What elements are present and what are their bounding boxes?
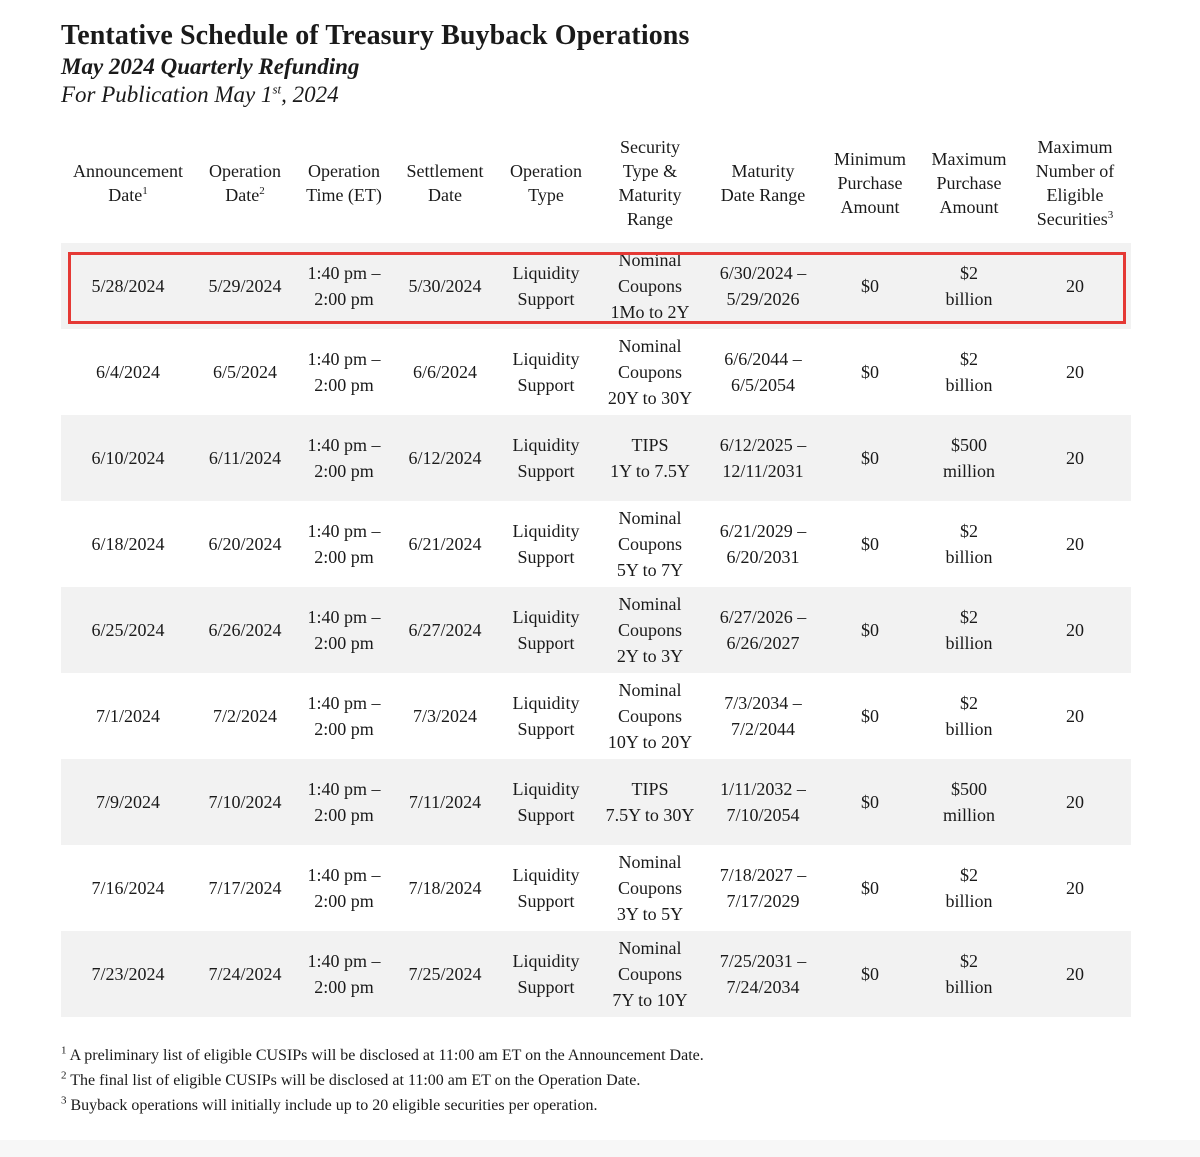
cell-operation-date: 6/5/2024	[212, 362, 277, 382]
cell-security-type: Nominal Coupons 3Y to 5Y	[616, 852, 684, 924]
cell-operation-time: 1:40 pm – 2:00 pm	[307, 779, 381, 825]
cell-operation-date: 7/2/2024	[212, 706, 277, 726]
cell-settlement-date: 7/11/2024	[408, 792, 482, 812]
cell-announcement-date: 6/10/2024	[91, 448, 165, 468]
header-settlement-date: Settlement Date	[406, 161, 484, 205]
cell-minimum-purchase: $0	[861, 448, 879, 468]
cell-operation-type: Liquidity Support	[512, 779, 580, 825]
table-row	[61, 587, 1131, 673]
cell-maximum-purchase: $2 billion	[945, 693, 993, 739]
publication-line	[61, 82, 339, 108]
cell-operation-time: 1:40 pm – 2:00 pm	[307, 435, 381, 481]
cell-operation-date: 7/17/2024	[208, 878, 282, 898]
table-row	[61, 931, 1131, 1017]
footnote-2: $^2$ The final list of eligible CUSIPs will be disclosed at 11:00 am ET on the Operation Date.	[61, 1069, 641, 1089]
cell-security-type: Nominal Coupons 10Y to 20Y	[607, 680, 693, 752]
cell-operation-time: 1:40 pm – 2:00 pm	[307, 693, 381, 739]
cell-operation-type: Liquidity Support	[512, 607, 580, 653]
cell-maximum-purchase: $2 billion	[945, 349, 993, 395]
cell-announcement-date: 6/25/2024	[91, 620, 165, 640]
cell-settlement-date: 6/6/2024	[412, 362, 477, 382]
header-announcement-date: Announcement Date$^1$	[73, 161, 183, 205]
header-maturity-date-range: Maturity Date Range	[720, 161, 806, 205]
publication-suffix: , 2024	[281, 82, 339, 107]
cell-operation-time: 1:40 pm – 2:00 pm	[307, 349, 381, 395]
cell-maximum-number-eligible: 20	[1066, 706, 1084, 726]
cell-operation-time: 1:40 pm – 2:00 pm	[307, 607, 381, 653]
cell-maximum-number-eligible: 20	[1066, 878, 1084, 898]
cell-minimum-purchase: $0	[861, 792, 879, 812]
cell-settlement-date: 5/30/2024	[408, 276, 482, 296]
table-body	[61, 243, 1131, 1017]
cell-operation-time: 1:40 pm – 2:00 pm	[307, 951, 381, 997]
cell-minimum-purchase: $0	[861, 276, 879, 296]
cell-operation-type: Liquidity Support	[512, 693, 580, 739]
cell-operation-type: Liquidity Support	[512, 435, 580, 481]
cell-maturity-date-range: 6/30/2024 – 5/29/2026	[719, 263, 807, 309]
cell-maturity-date-range: 7/18/2027 – 7/17/2029	[719, 865, 807, 911]
cell-settlement-date: 6/27/2024	[408, 620, 482, 640]
document-subtitle: May 2024 Quarterly Refunding	[61, 54, 360, 79]
cell-maximum-number-eligible: 20	[1066, 448, 1084, 468]
cell-operation-date: 6/20/2024	[208, 534, 282, 554]
cell-maximum-purchase: $500 million	[942, 779, 995, 825]
page-bottom-edge	[0, 1140, 1200, 1157]
table-row	[61, 415, 1131, 501]
cell-minimum-purchase: $0	[861, 878, 879, 898]
cell-minimum-purchase: $0	[861, 964, 879, 984]
cell-operation-time: 1:40 pm – 2:00 pm	[307, 521, 381, 567]
table-row	[61, 329, 1131, 415]
cell-announcement-date: 7/23/2024	[91, 964, 165, 984]
cell-security-type: Nominal Coupons 1Mo to 2Y	[610, 250, 690, 322]
cell-operation-type: Liquidity Support	[512, 865, 580, 911]
cell-operation-type: Liquidity Support	[512, 263, 580, 309]
cell-announcement-date: 7/16/2024	[91, 878, 165, 898]
cell-maximum-number-eligible: 20	[1066, 620, 1084, 640]
cell-announcement-date: 6/18/2024	[91, 534, 165, 554]
publication-prefix: For Publication May 1	[61, 82, 273, 107]
document-title: Tentative Schedule of Treasury Buyback Operations	[61, 20, 690, 51]
header-maximum-number-eligible: Maximum Number of Eligible Securities$^3$	[1035, 137, 1115, 229]
cell-settlement-date: 7/18/2024	[408, 878, 482, 898]
cell-operation-date: 6/11/2024	[208, 448, 282, 468]
cell-maximum-purchase: $500 million	[942, 435, 995, 481]
header-minimum-purchase: Minimum Purchase Amount	[833, 149, 906, 217]
cell-operation-type: Liquidity Support	[512, 951, 580, 997]
cell-operation-type: Liquidity Support	[512, 521, 580, 567]
cell-maximum-number-eligible: 20	[1066, 534, 1084, 554]
cell-maximum-purchase: $2 billion	[945, 865, 993, 911]
footnote-1: $^1$ A preliminary list of eligible CUSIPs will be disclosed at 11:00 am ET on the Announcement Date.	[61, 1044, 704, 1064]
header-operation-date: Operation Date$^2$	[209, 161, 281, 205]
footnote-3: $^3$ Buyback operations will initially include up to 20 eligible securities per operation.	[61, 1094, 598, 1114]
cell-settlement-date: 6/12/2024	[408, 448, 482, 468]
cell-maximum-number-eligible: 20	[1066, 362, 1084, 382]
cell-maximum-number-eligible: 20	[1066, 792, 1084, 812]
cell-settlement-date: 7/25/2024	[408, 964, 482, 984]
cell-operation-type: Liquidity Support	[512, 349, 580, 395]
cell-maximum-number-eligible: 20	[1066, 276, 1084, 296]
header-maximum-purchase: Maximum Purchase Amount	[931, 149, 1007, 217]
publication-ordinal: st	[272, 81, 282, 97]
cell-security-type: Nominal Coupons 5Y to 7Y	[616, 508, 684, 580]
cell-security-type: TIPS 1Y to 7.5Y	[610, 435, 690, 481]
table-row	[61, 845, 1131, 931]
header-operation-type: Operation Type	[510, 161, 582, 205]
cell-maturity-date-range: 7/3/2034 – 7/2/2044	[724, 693, 802, 739]
cell-minimum-purchase: $0	[861, 706, 879, 726]
cell-security-type: TIPS 7.5Y to 30Y	[605, 779, 695, 825]
cell-maximum-purchase: $2 billion	[945, 951, 993, 997]
cell-security-type: Nominal Coupons 20Y to 30Y	[607, 336, 693, 408]
cell-security-type: Nominal Coupons 7Y to 10Y	[612, 938, 688, 1010]
cell-operation-date: 7/10/2024	[208, 792, 282, 812]
cell-maturity-date-range: 7/25/2031 – 7/24/2034	[719, 951, 807, 997]
table-row	[61, 501, 1131, 587]
cell-announcement-date: 5/28/2024	[91, 276, 165, 296]
cell-maturity-date-range: 6/27/2026 – 6/26/2027	[719, 607, 807, 653]
cell-minimum-purchase: $0	[861, 362, 879, 382]
cell-settlement-date: 7/3/2024	[412, 706, 477, 726]
cell-operation-date: 7/24/2024	[208, 964, 282, 984]
cell-announcement-date: 7/9/2024	[95, 792, 160, 812]
cell-maturity-date-range: 1/11/2032 – 7/10/2054	[720, 779, 806, 825]
cell-maturity-date-range: 6/21/2029 – 6/20/2031	[719, 521, 807, 567]
cell-maturity-date-range: 6/6/2044 – 6/5/2054	[724, 349, 802, 395]
cell-maximum-number-eligible: 20	[1066, 964, 1084, 984]
cell-minimum-purchase: $0	[861, 620, 879, 640]
cell-maximum-purchase: $2 billion	[945, 607, 993, 653]
cell-maximum-purchase: $2 billion	[945, 263, 993, 309]
cell-announcement-date: 7/1/2024	[95, 706, 160, 726]
cell-operation-time: 1:40 pm – 2:00 pm	[307, 263, 381, 309]
cell-security-type: Nominal Coupons 2Y to 3Y	[616, 594, 684, 666]
cell-operation-date: 5/29/2024	[208, 276, 282, 296]
table-row	[61, 759, 1131, 845]
cell-operation-date: 6/26/2024	[208, 620, 282, 640]
table-header	[61, 128, 1131, 238]
cell-settlement-date: 6/21/2024	[408, 534, 482, 554]
header-security-type: Security Type & Maturity Range	[618, 137, 682, 229]
table-row	[61, 673, 1131, 759]
cell-maximum-purchase: $2 billion	[945, 521, 993, 567]
cell-minimum-purchase: $0	[861, 534, 879, 554]
cell-announcement-date: 6/4/2024	[95, 362, 160, 382]
table-row	[61, 243, 1131, 329]
cell-operation-time: 1:40 pm – 2:00 pm	[307, 865, 381, 911]
footnotes	[61, 1043, 704, 1118]
header-operation-time: Operation Time (ET)	[306, 161, 382, 205]
cell-maturity-date-range: 6/12/2025 – 12/11/2031	[719, 435, 807, 481]
